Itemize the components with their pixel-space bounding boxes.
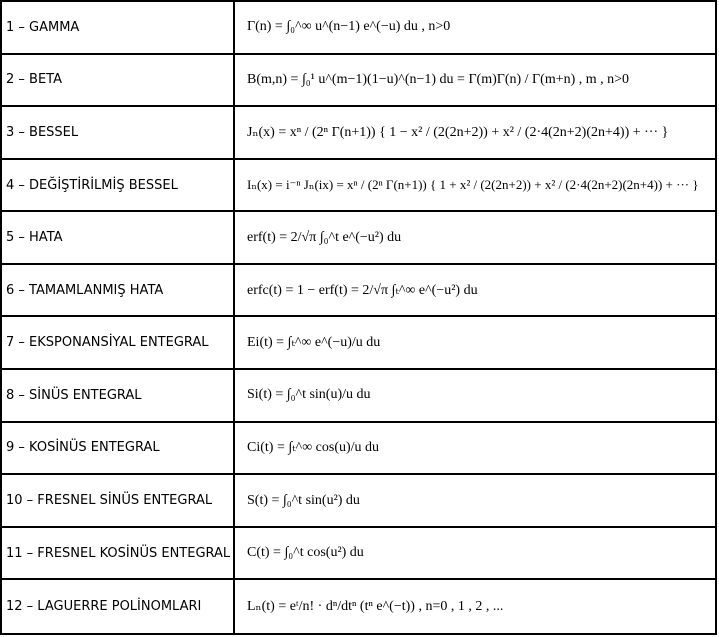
function-name: 9 – KOSİNÜS ENTEGRAL [6,440,160,456]
function-name: 5 – HATA [6,230,63,246]
function-name: 11 – FRESNEL KOSİNÜS ENTEGRAL [6,545,231,561]
function-formula: Ci(t) = ∫ₜ^∞ cos(u)/u du [247,440,380,456]
function-formula: Si(t) = ∫₀^t sin(u)/u du [247,387,371,403]
function-name-cell [2,580,235,633]
formula-cell [235,107,715,160]
formula-cell [235,370,715,423]
function-formula: S(t) = ∫₀^t sin(u²) du [247,492,360,508]
function-formula: Lₙ(t) = eᵗ/n! · dⁿ/dtⁿ (tⁿ e^(−t)) , n=0 , 1 , 2 , ... [247,599,504,615]
function-name-cell [2,55,235,108]
formula-cell [235,212,715,265]
function-name-cell [2,528,235,581]
function-formula: Iₙ(x) = i⁻ⁿ Jₙ(ix) = xⁿ / (2ⁿ Γ(n+1)) { 1 + x² / (2(2n+2)) + x² / (2·4(2n+2)(2n+4)) + ··· } [247,177,699,193]
formula-cell [235,580,715,633]
function-name-cell [2,212,235,265]
function-name-cell [2,160,235,213]
function-name-cell [2,265,235,318]
function-name-cell [2,107,235,160]
function-name: 6 – TAMAMLANMIŞ HATA [6,282,164,298]
function-name: 4 – DEĞİŞTİRİLMİŞ BESSEL [6,177,178,193]
function-name: 10 – FRESNEL SİNÜS ENTEGRAL [6,493,213,509]
function-name-cell [2,475,235,528]
formula-cell [235,528,715,581]
function-formula: erf(t) = 2/√π ∫₀^t e^(−u²) du [247,229,402,245]
function-formula: B(m,n) = ∫₀¹ u^(m−1)(1−u)^(n−1) du = Γ(m)Γ(n) / Γ(m+n) , m , n>0 [247,71,630,87]
function-name: 12 – LAGUERRE POLİNOMLARI [6,599,202,615]
function-name: 8 – SİNÜS ENTEGRAL [6,387,142,403]
function-formula: C(t) = ∫₀^t cos(u²) du [247,545,364,561]
function-formula: Ei(t) = ∫ₜ^∞ e^(−u)/u du [247,335,381,351]
formula-cell [235,55,715,108]
function-formula: Jₙ(x) = xⁿ / (2ⁿ Γ(n+1)) { 1 − x² / (2(2n+2)) + x² / (2·4(2n+2)(2n+4)) + ··· } [247,124,669,140]
formula-cell [235,423,715,476]
function-name-cell [2,423,235,476]
function-name-cell [2,370,235,423]
function-formula: Γ(n) = ∫₀^∞ u^(n−1) e^(−u) du , n>0 [247,19,451,35]
function-name-cell [2,317,235,370]
function-name: 3 – BESSEL [6,124,79,140]
formula-cell [235,317,715,370]
function-name: 7 – EKSPONANSİYAL ENTEGRAL [6,335,209,351]
function-name: 2 – BETA [6,72,62,88]
function-formula: erfc(t) = 1 − erf(t) = 2/√π ∫ₜ^∞ e^(−u²) du [247,282,478,298]
function-name-cell [2,2,235,55]
formula-cell [235,475,715,528]
formula-cell [235,265,715,318]
function-name: 1 – GAMMA [6,19,80,35]
formula-cell [235,160,715,213]
formula-cell [235,2,715,55]
